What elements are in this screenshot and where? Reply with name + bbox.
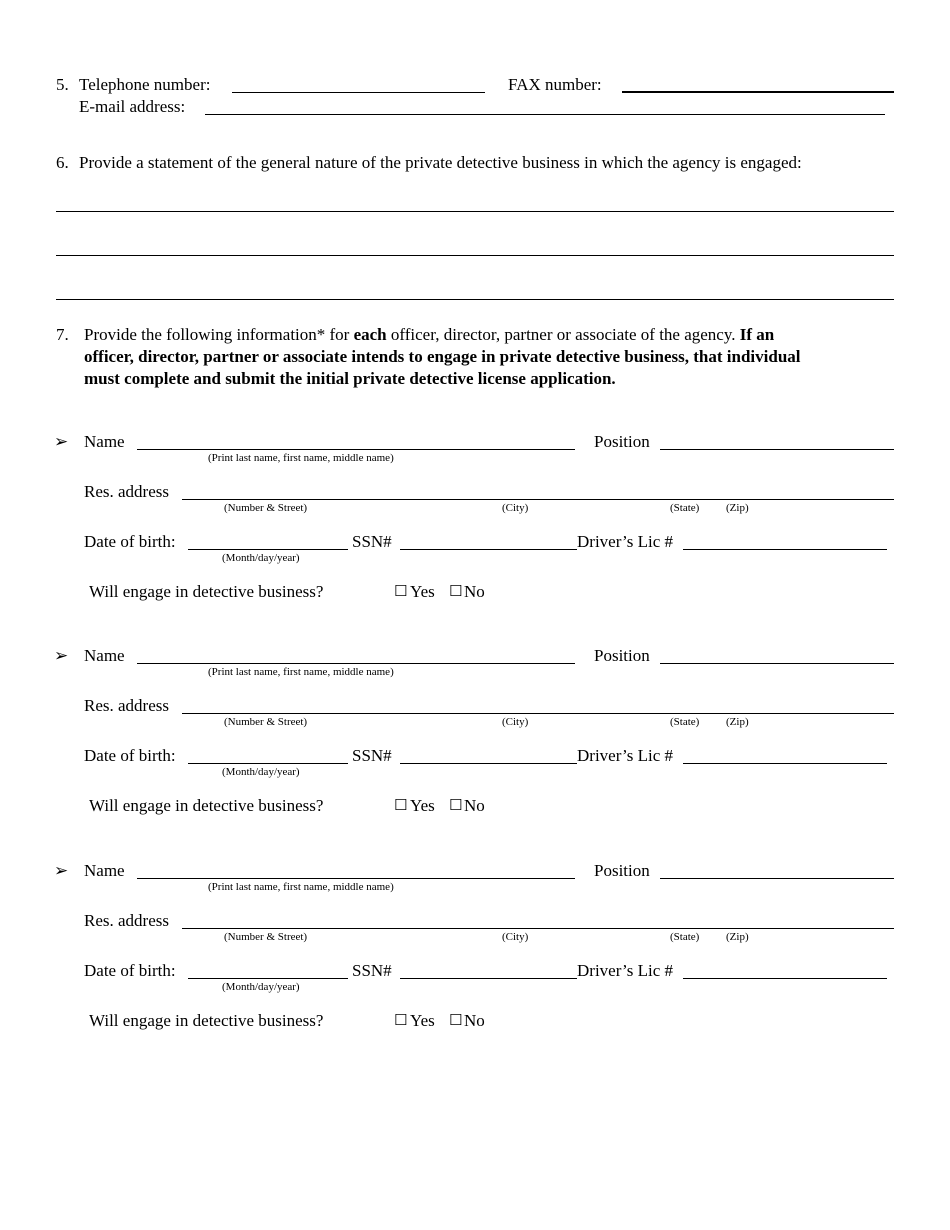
ssn-label: SSN# bbox=[352, 746, 392, 765]
q6-text: Provide a statement of the general nature of the private detective business in which the agency is engaged: bbox=[79, 153, 802, 172]
zip-hint: (Zip) bbox=[726, 716, 749, 728]
q6-number: 6. bbox=[56, 153, 69, 172]
drivers-lic-field[interactable] bbox=[683, 978, 887, 979]
statement-line-2[interactable] bbox=[56, 255, 894, 256]
telephone-label: Telephone number: bbox=[79, 75, 211, 94]
yes-label: Yes bbox=[410, 796, 435, 815]
position-field[interactable] bbox=[660, 878, 894, 879]
yes-label: Yes bbox=[410, 582, 435, 601]
email-field[interactable] bbox=[205, 114, 885, 115]
dob-label: Date of birth: bbox=[84, 746, 176, 765]
res-address-field[interactable] bbox=[182, 713, 894, 714]
zip-hint: (Zip) bbox=[726, 502, 749, 514]
bullet-icon: ➢ bbox=[54, 861, 69, 880]
ssn-label: SSN# bbox=[352, 961, 392, 980]
street-hint: (Number & Street) bbox=[224, 502, 308, 514]
fax-label: FAX number: bbox=[508, 75, 602, 94]
drivers-lic-label: Driver’s Lic # bbox=[577, 532, 673, 551]
res-address-field[interactable] bbox=[182, 499, 894, 500]
drivers-lic-label: Driver’s Lic # bbox=[577, 961, 673, 980]
city-hint: (City) bbox=[502, 502, 529, 514]
res-address-label: Res. address bbox=[84, 696, 169, 715]
position-label: Position bbox=[594, 432, 650, 451]
dob-hint: (Month/day/year) bbox=[222, 552, 300, 564]
ssn-label: SSN# bbox=[352, 532, 392, 551]
no-label: No bbox=[464, 1011, 485, 1030]
name-field[interactable] bbox=[137, 449, 575, 450]
q5-number: 5. bbox=[56, 75, 69, 94]
no-checkbox[interactable]: ☐ bbox=[449, 582, 463, 600]
officer-entry-1 bbox=[0, 433, 950, 613]
state-hint: (State) bbox=[670, 716, 700, 728]
officer-entry-2 bbox=[0, 647, 950, 827]
city-hint: (City) bbox=[502, 931, 529, 943]
yes-checkbox[interactable]: ☐ bbox=[394, 1011, 408, 1029]
no-checkbox[interactable]: ☐ bbox=[449, 1011, 463, 1029]
q7-text-line-1: Provide the following information* for each officer, director, partner or associate of the agency. If an bbox=[84, 325, 775, 344]
position-field[interactable] bbox=[660, 663, 894, 664]
email-label: E-mail address: bbox=[79, 97, 186, 116]
engage-question: Will engage in detective business? bbox=[89, 1011, 324, 1030]
name-hint: (Print last name, first name, middle name) bbox=[208, 452, 394, 464]
name-field[interactable] bbox=[137, 663, 575, 664]
drivers-lic-field[interactable] bbox=[683, 549, 887, 550]
statement-line-3[interactable] bbox=[56, 299, 894, 300]
name-hint: (Print last name, first name, middle name) bbox=[208, 666, 394, 678]
engage-question: Will engage in detective business? bbox=[89, 582, 324, 601]
res-address-label: Res. address bbox=[84, 482, 169, 501]
bullet-icon: ➢ bbox=[54, 646, 69, 665]
dob-hint: (Month/day/year) bbox=[222, 981, 300, 993]
engage-question: Will engage in detective business? bbox=[89, 796, 324, 815]
street-hint: (Number & Street) bbox=[224, 716, 308, 728]
position-label: Position bbox=[594, 861, 650, 880]
fax-field[interactable] bbox=[622, 91, 894, 93]
res-address-field[interactable] bbox=[182, 928, 894, 929]
yes-label: Yes bbox=[410, 1011, 435, 1030]
no-label: No bbox=[464, 582, 485, 601]
drivers-lic-field[interactable] bbox=[683, 763, 887, 764]
no-checkbox[interactable]: ☐ bbox=[449, 796, 463, 814]
dob-field[interactable] bbox=[188, 978, 348, 979]
yes-checkbox[interactable]: ☐ bbox=[394, 582, 408, 600]
q7-text-line-3: must complete and submit the initial private detective license application. bbox=[84, 369, 616, 388]
res-address-label: Res. address bbox=[84, 911, 169, 930]
bullet-icon: ➢ bbox=[54, 432, 69, 451]
name-field[interactable] bbox=[137, 878, 575, 879]
officer-entry-3 bbox=[0, 862, 950, 1042]
name-label: Name bbox=[84, 432, 125, 451]
dob-field[interactable] bbox=[188, 549, 348, 550]
drivers-lic-label: Driver’s Lic # bbox=[577, 746, 673, 765]
telephone-field[interactable] bbox=[232, 92, 485, 93]
name-hint: (Print last name, first name, middle name) bbox=[208, 881, 394, 893]
state-hint: (State) bbox=[670, 931, 700, 943]
no-label: No bbox=[464, 796, 485, 815]
dob-field[interactable] bbox=[188, 763, 348, 764]
q7-text-line-2: officer, director, partner or associate intends to engage in private detective business, that individual bbox=[84, 347, 801, 366]
state-hint: (State) bbox=[670, 502, 700, 514]
statement-line-1[interactable] bbox=[56, 211, 894, 212]
street-hint: (Number & Street) bbox=[224, 931, 308, 943]
ssn-field[interactable] bbox=[400, 549, 577, 550]
position-label: Position bbox=[594, 646, 650, 665]
dob-label: Date of birth: bbox=[84, 961, 176, 980]
q7-number: 7. bbox=[56, 325, 69, 344]
name-label: Name bbox=[84, 646, 125, 665]
city-hint: (City) bbox=[502, 716, 529, 728]
position-field[interactable] bbox=[660, 449, 894, 450]
name-label: Name bbox=[84, 861, 125, 880]
ssn-field[interactable] bbox=[400, 978, 577, 979]
yes-checkbox[interactable]: ☐ bbox=[394, 796, 408, 814]
dob-hint: (Month/day/year) bbox=[222, 766, 300, 778]
zip-hint: (Zip) bbox=[726, 931, 749, 943]
ssn-field[interactable] bbox=[400, 763, 577, 764]
dob-label: Date of birth: bbox=[84, 532, 176, 551]
